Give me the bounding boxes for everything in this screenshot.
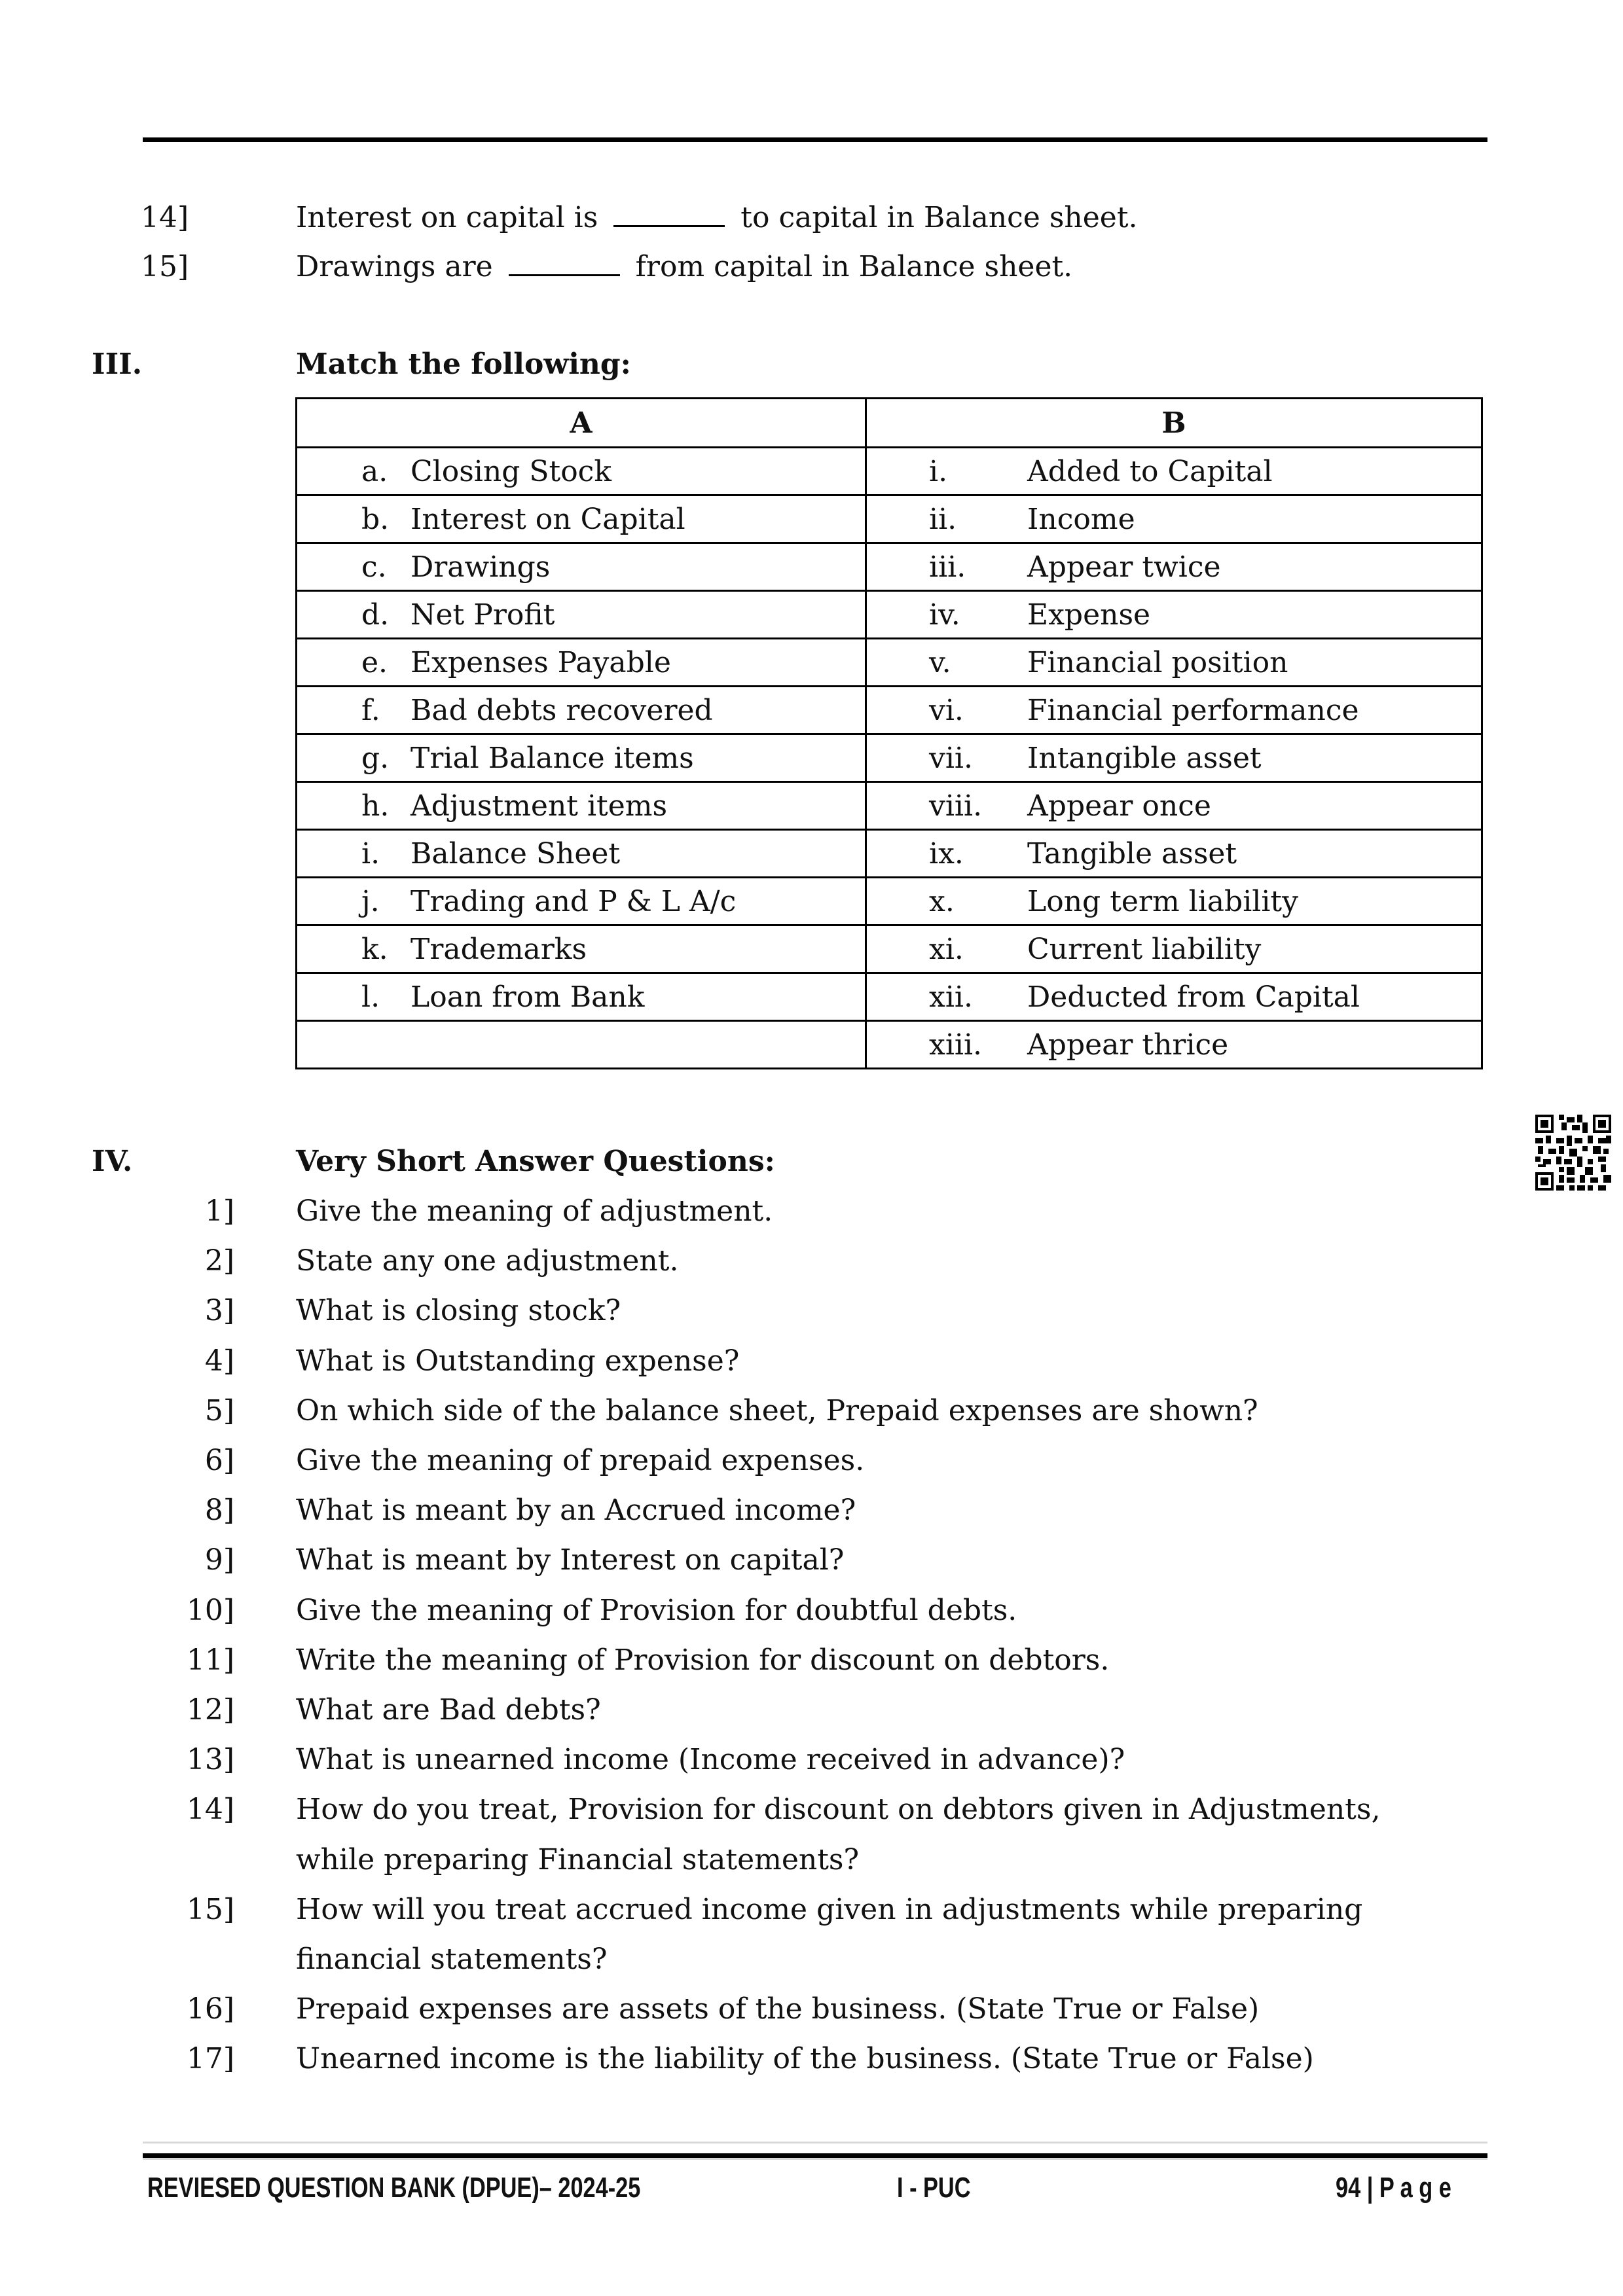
match-row (297, 878, 1482, 925)
section-numeral: IV. (92, 1145, 133, 1178)
question-text: What is unearned income (Income received in advance)? (296, 1743, 1125, 1776)
footer-class: I - PUC (897, 2172, 971, 2204)
item-numeral: ix. (929, 836, 964, 870)
question-number: 14] (186, 1793, 234, 1826)
column-b-cell (866, 782, 1482, 830)
item-letter: a. (361, 454, 388, 488)
question-text-after: from capital in Balance sheet. (626, 250, 1073, 283)
footer-rule-light (143, 2158, 1487, 2160)
question-number: 5] (204, 1394, 234, 1427)
item-numeral: xii. (929, 980, 973, 1014)
footer-rule (143, 2153, 1487, 2158)
question-text: Prepaid expenses are assets of the business. (State True or False) (296, 1992, 1260, 2026)
item-text: Deducted from Capital (1027, 980, 1360, 1014)
item-text: Intangible asset (1027, 741, 1262, 775)
column-a-cell (297, 495, 866, 543)
question-number: 15] (186, 1893, 234, 1926)
section-title: Match the following: (296, 348, 631, 381)
column-b-cell (866, 687, 1482, 734)
footer-title: REVIESED QUESTION BANK (DPUE)– 2024-25 (147, 2172, 641, 2204)
question-number: 9] (204, 1543, 234, 1577)
question-text: Write the meaning of Provision for discount on debtors. (296, 1643, 1110, 1677)
match-row (297, 639, 1482, 687)
question-text-before: Drawings are (296, 250, 502, 283)
item-text: Tangible asset (1027, 836, 1237, 870)
column-header-a: A (297, 399, 866, 448)
question-number: 13] (186, 1743, 234, 1776)
question-text: On which side of the balance sheet, Prepaid expenses are shown? (296, 1394, 1258, 1427)
qr-code-icon (1535, 1115, 1611, 1191)
item-numeral: xi. (929, 932, 964, 966)
item-text: Appear twice (1027, 550, 1221, 584)
column-a-cell (297, 734, 866, 782)
item-text: Loan from Bank (410, 980, 645, 1014)
item-text: Expenses Payable (410, 645, 671, 679)
item-text: Financial position (1027, 645, 1288, 679)
column-header-b: B (866, 399, 1482, 448)
question-text: What is closing stock? (296, 1294, 621, 1327)
column-a-cell (297, 1021, 866, 1069)
match-row (297, 495, 1482, 543)
item-text: Closing Stock (410, 454, 611, 488)
item-numeral: iv. (929, 598, 960, 632)
item-text: Interest on Capital (410, 502, 685, 536)
question-number: 10] (186, 1594, 234, 1627)
blank-line (613, 200, 725, 227)
item-text: Financial performance (1027, 693, 1359, 727)
item-letter: b. (361, 502, 390, 536)
question-text: State any one adjustment. (296, 1244, 679, 1278)
item-text: Added to Capital (1027, 454, 1273, 488)
match-row (297, 830, 1482, 878)
item-letter: c. (361, 550, 387, 584)
header-rule (143, 137, 1487, 142)
item-numeral: ii. (929, 502, 957, 536)
question-text: Give the meaning of Provision for doubtful debts. (296, 1594, 1017, 1627)
item-letter: i. (361, 836, 380, 870)
column-b-cell (866, 639, 1482, 687)
item-text: Trial Balance items (410, 741, 694, 775)
question-number: 2] (204, 1244, 234, 1278)
question-number: 6] (204, 1444, 234, 1477)
footer-page-number: 94 | P a g e (1336, 2172, 1451, 2204)
column-a-cell (297, 925, 866, 973)
question-number: 3] (204, 1294, 234, 1327)
question-text: What is Outstanding expense? (296, 1344, 740, 1378)
item-numeral: xiii. (929, 1028, 983, 1062)
item-text: Appear once (1027, 789, 1211, 823)
column-a-cell (297, 782, 866, 830)
footer-rule-light (143, 2142, 1487, 2144)
column-a-cell (297, 878, 866, 925)
column-a-cell (297, 830, 866, 878)
question-number: 11] (186, 1643, 234, 1677)
blank-line (509, 249, 620, 276)
question-text: What are Bad debts? (296, 1693, 601, 1727)
column-b-cell (866, 830, 1482, 878)
match-row (297, 973, 1482, 1021)
question-text: How do you treat, Provision for discount on debtors given in Adjustments, (296, 1793, 1381, 1826)
item-letter: l. (361, 980, 380, 1014)
column-b-cell (866, 591, 1482, 639)
question-text: while preparing Financial statements? (296, 1843, 860, 1876)
question-number: 12] (186, 1693, 234, 1727)
column-a-cell (297, 591, 866, 639)
item-letter: g. (361, 741, 390, 775)
section-title: Very Short Answer Questions: (296, 1145, 775, 1178)
item-numeral: vi. (929, 693, 964, 727)
item-numeral: i. (929, 454, 948, 488)
column-a-cell (297, 687, 866, 734)
item-text: Trademarks (410, 932, 587, 966)
column-a-cell (297, 639, 866, 687)
item-text: Balance Sheet (410, 836, 621, 870)
question-text-before: Interest on capital is (296, 201, 608, 234)
item-letter: f. (361, 693, 380, 727)
match-row (297, 543, 1482, 591)
match-table (295, 397, 1483, 1069)
item-letter: k. (361, 932, 388, 966)
question-text: How will you treat accrued income given in adjustments while preparing (296, 1893, 1363, 1926)
item-numeral: v. (929, 645, 951, 679)
match-row (297, 448, 1482, 495)
question-number: 1] (204, 1194, 234, 1228)
match-row (297, 782, 1482, 830)
column-b-cell (866, 878, 1482, 925)
item-letter: j. (361, 884, 380, 918)
item-text: Bad debts recovered (410, 693, 713, 727)
column-b-cell (866, 1021, 1482, 1069)
item-letter: d. (361, 598, 390, 632)
column-b-cell (866, 543, 1482, 591)
question-text (296, 247, 1072, 287)
column-b-cell (866, 925, 1482, 973)
match-row (297, 734, 1482, 782)
question-number: 15] (141, 250, 189, 283)
match-row (297, 1021, 1482, 1069)
question-text-after: to capital in Balance sheet. (731, 201, 1138, 234)
question-text: What is meant by an Accrued income? (296, 1494, 856, 1527)
item-numeral: viii. (929, 789, 983, 823)
question-text: Give the meaning of prepaid expenses. (296, 1444, 865, 1477)
item-text: Expense (1027, 598, 1151, 632)
item-text: Income (1027, 502, 1135, 536)
question-text: Give the meaning of adjustment. (296, 1194, 773, 1228)
item-text: Current liability (1027, 932, 1262, 966)
question-number: 16] (186, 1992, 234, 2026)
column-b-cell (866, 495, 1482, 543)
question-text (296, 198, 1137, 238)
question-text: Unearned income is the liability of the business. (State True or False) (296, 2042, 1314, 2075)
item-numeral: x. (929, 884, 955, 918)
item-letter: e. (361, 645, 388, 679)
item-text: Trading and P & L A/c (410, 884, 737, 918)
item-letter: h. (361, 789, 390, 823)
question-text: financial statements? (296, 1943, 608, 1976)
column-b-cell (866, 734, 1482, 782)
match-row (297, 687, 1482, 734)
question-number: 4] (204, 1344, 234, 1378)
question-number: 17] (186, 2042, 234, 2075)
question-number: 8] (204, 1494, 234, 1527)
column-a-cell (297, 543, 866, 591)
item-numeral: iii. (929, 550, 966, 584)
item-text: Net Profit (410, 598, 555, 632)
column-b-cell (866, 973, 1482, 1021)
item-text: Long term liability (1027, 884, 1298, 918)
item-text: Adjustment items (410, 789, 668, 823)
match-row (297, 925, 1482, 973)
item-numeral: vii. (929, 741, 973, 775)
section-numeral: III. (92, 348, 143, 381)
match-row (297, 591, 1482, 639)
column-a-cell (297, 973, 866, 1021)
column-b-cell (866, 448, 1482, 495)
item-text: Drawings (410, 550, 551, 584)
column-a-cell (297, 448, 866, 495)
question-text: What is meant by Interest on capital? (296, 1543, 845, 1577)
question-number: 14] (141, 201, 189, 234)
item-text: Appear thrice (1027, 1028, 1229, 1062)
